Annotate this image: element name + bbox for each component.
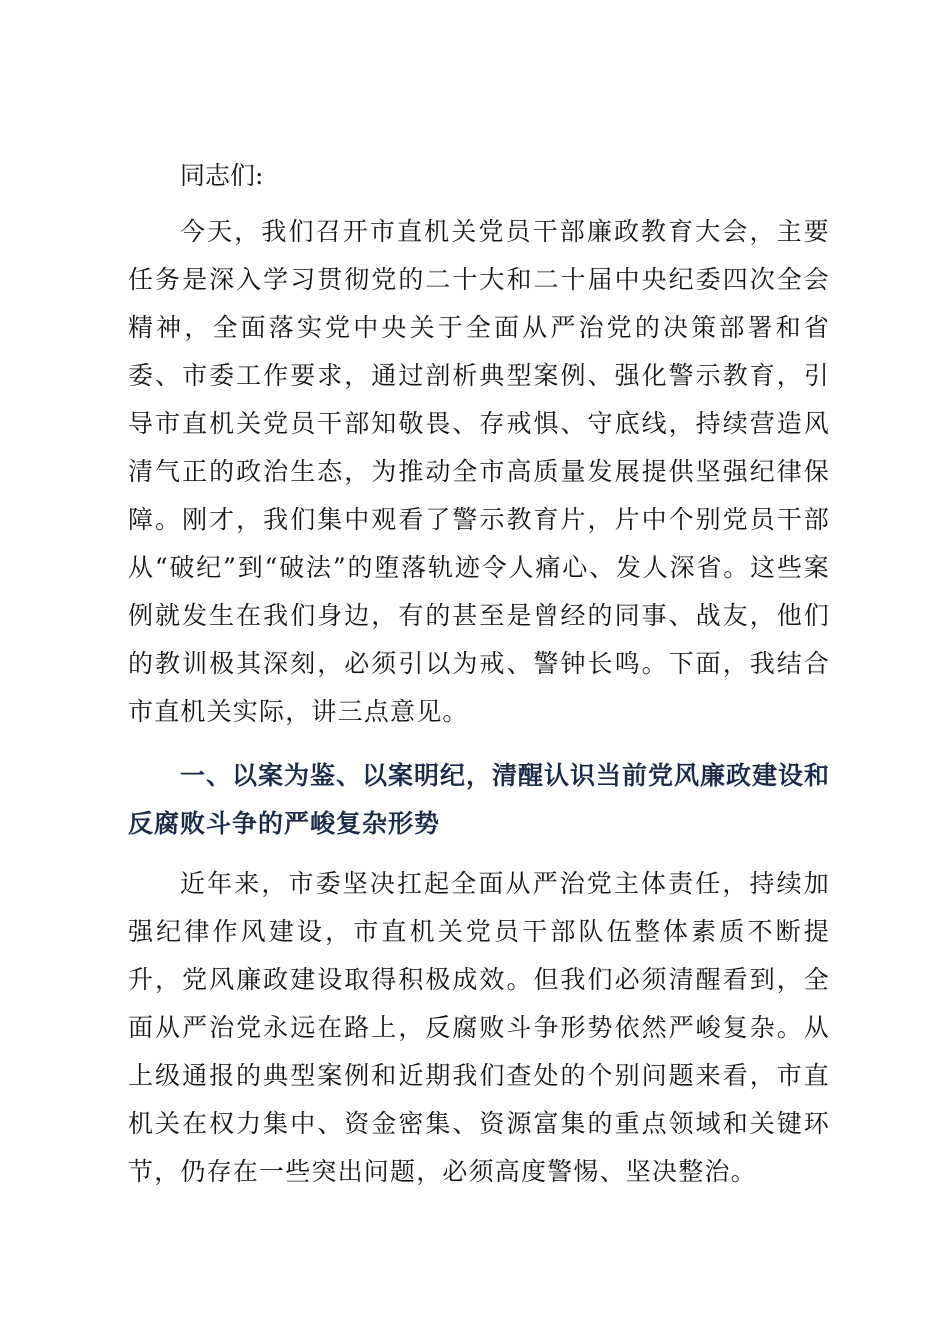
document-page bbox=[128, 152, 830, 1196]
section-1-paragraph: 近年来，市委坚决扛起全面从严治党主体责任，持续加强纪律作风建设，市直机关党员干部队伍整体素质不断提升，党风廉政建设取得积极成效。但我们必须清醒看到，全面从严治党永远在路上，反腐败斗争形势依然严峻复杂。从上级通报的典型案例和近期我们查处的个别问题来看，市直机关在权力集中、资金密集、资源富集的重点领域和关键环节，仍存在一些突出问题，必须高度警惕、坚决整治。 bbox=[128, 869, 830, 1186]
opening-paragraph: 今天，我们召开市直机关党员干部廉政教育大会，主要任务是深入学习贯彻党的二十大和二十届中央纪委四次全会精神，全面落实党中央关于全面从严治党的决策部署和省委、市委工作要求，通过剖析典型案例、强化警示教育，引导市直机关党员干部知敬畏、存戒惧、守底线，持续营造风清气正的政治生态，为推动全市高质量发展提供坚强纪律保障。刚才，我们集中观看了警示教育片，片中个别党员干部从“破纪”到“破法”的堕落轨迹令人痛心、发人深省。这些案例就发生在我们身边，有的甚至是曾经的同事、战友，他们的教训极其深刻，必须引以为戒、警钟长鸣。下面，我结合市直机关实际，讲三点意见。 bbox=[128, 217, 830, 726]
salutation: 同志们: bbox=[180, 161, 264, 190]
section-1-heading: 一、以案为鉴、以案明纪，清醒认识当前党风廉政建设和反腐败斗争的严峻复杂形势 bbox=[128, 761, 831, 838]
